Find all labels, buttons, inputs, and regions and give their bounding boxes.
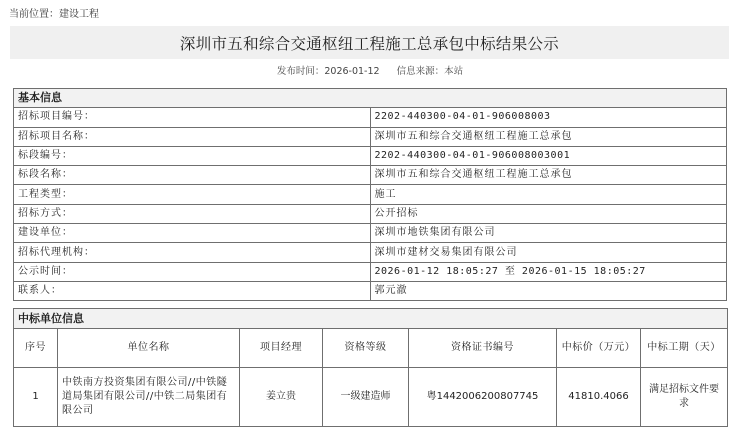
- table-row: [14, 185, 727, 204]
- row-value: 2202-440300-04-01-906008003: [370, 108, 727, 127]
- publish-time: 发布时间：2026-01-12: [276, 66, 380, 77]
- row-label: 建设单位：: [14, 224, 371, 243]
- row-label: 招标方式：: [14, 204, 371, 223]
- row-value: 深圳市五和综合交通枢纽工程施工总承包: [370, 127, 727, 146]
- col-header-cert: 资格证书编号: [409, 329, 557, 368]
- row-value: 2026-01-12 18:05:27 至 2026-01-15 18:05:27: [370, 262, 727, 281]
- row-label: 联系人：: [14, 281, 371, 300]
- basic-info-table: [13, 88, 727, 301]
- basic-info-section-title: 基本信息: [14, 89, 727, 108]
- col-header-unit: 单位名称: [58, 329, 240, 368]
- col-header-level: 资格等级: [323, 329, 409, 368]
- col-header-price: 中标价（万元）: [557, 329, 641, 368]
- row-label: 标段名称：: [14, 166, 371, 185]
- row-label: 工程类型：: [14, 185, 371, 204]
- col-header-no: 序号: [14, 329, 58, 368]
- table-row: [14, 146, 727, 165]
- winner-section-title: 中标单位信息: [14, 309, 728, 329]
- table-row: [14, 262, 727, 281]
- cell-no: 1: [14, 368, 58, 427]
- cell-unit: 中铁南方投资集团有限公司//中铁隧道局集团有限公司//中铁二局集团有限公司: [58, 368, 240, 427]
- table-header-row: [14, 329, 728, 368]
- row-value: 深圳市地铁集团有限公司: [370, 224, 727, 243]
- meta-info: [0, 63, 740, 77]
- info-source: 信息来源：本站: [396, 66, 464, 77]
- cell-period: 满足招标文件要求: [641, 368, 728, 427]
- row-label: 公示时间：: [14, 262, 371, 281]
- row-value: 施工: [370, 185, 727, 204]
- cell-price: 41810.4066: [557, 368, 641, 427]
- winner-info-table: [13, 308, 728, 427]
- row-label: 招标项目名称：: [14, 127, 371, 146]
- row-value: 深圳市建材交易集团有限公司: [370, 243, 727, 262]
- table-row: [14, 243, 727, 262]
- row-label: 招标代理机构：: [14, 243, 371, 262]
- table-row: [14, 127, 727, 146]
- row-value: 2202-440300-04-01-906008003001: [370, 146, 727, 165]
- cell-cert: 粤1442006200807745: [409, 368, 557, 427]
- page-title: 深圳市五和综合交通枢纽工程施工总承包中标结果公示: [179, 34, 560, 53]
- table-row: [14, 204, 727, 223]
- row-label: 标段编号：: [14, 146, 371, 165]
- table-row: [14, 368, 728, 427]
- table-row: [14, 224, 727, 243]
- row-value: 公开招标: [370, 204, 727, 223]
- table-row: [14, 281, 727, 300]
- row-value: 郭元澈: [370, 281, 727, 300]
- table-row: [14, 166, 727, 185]
- row-value: 深圳市五和综合交通枢纽工程施工总承包: [370, 166, 727, 185]
- title-bar: [10, 26, 729, 59]
- col-header-period: 中标工期（天）: [641, 329, 728, 368]
- col-header-manager: 项目经理: [240, 329, 323, 368]
- cell-level: 一级建造师: [323, 368, 409, 427]
- row-label: 招标项目编号：: [14, 108, 371, 127]
- table-row: [14, 108, 727, 127]
- cell-manager: 姜立贵: [240, 368, 323, 427]
- breadcrumb: 当前位置：建设工程: [9, 9, 99, 20]
